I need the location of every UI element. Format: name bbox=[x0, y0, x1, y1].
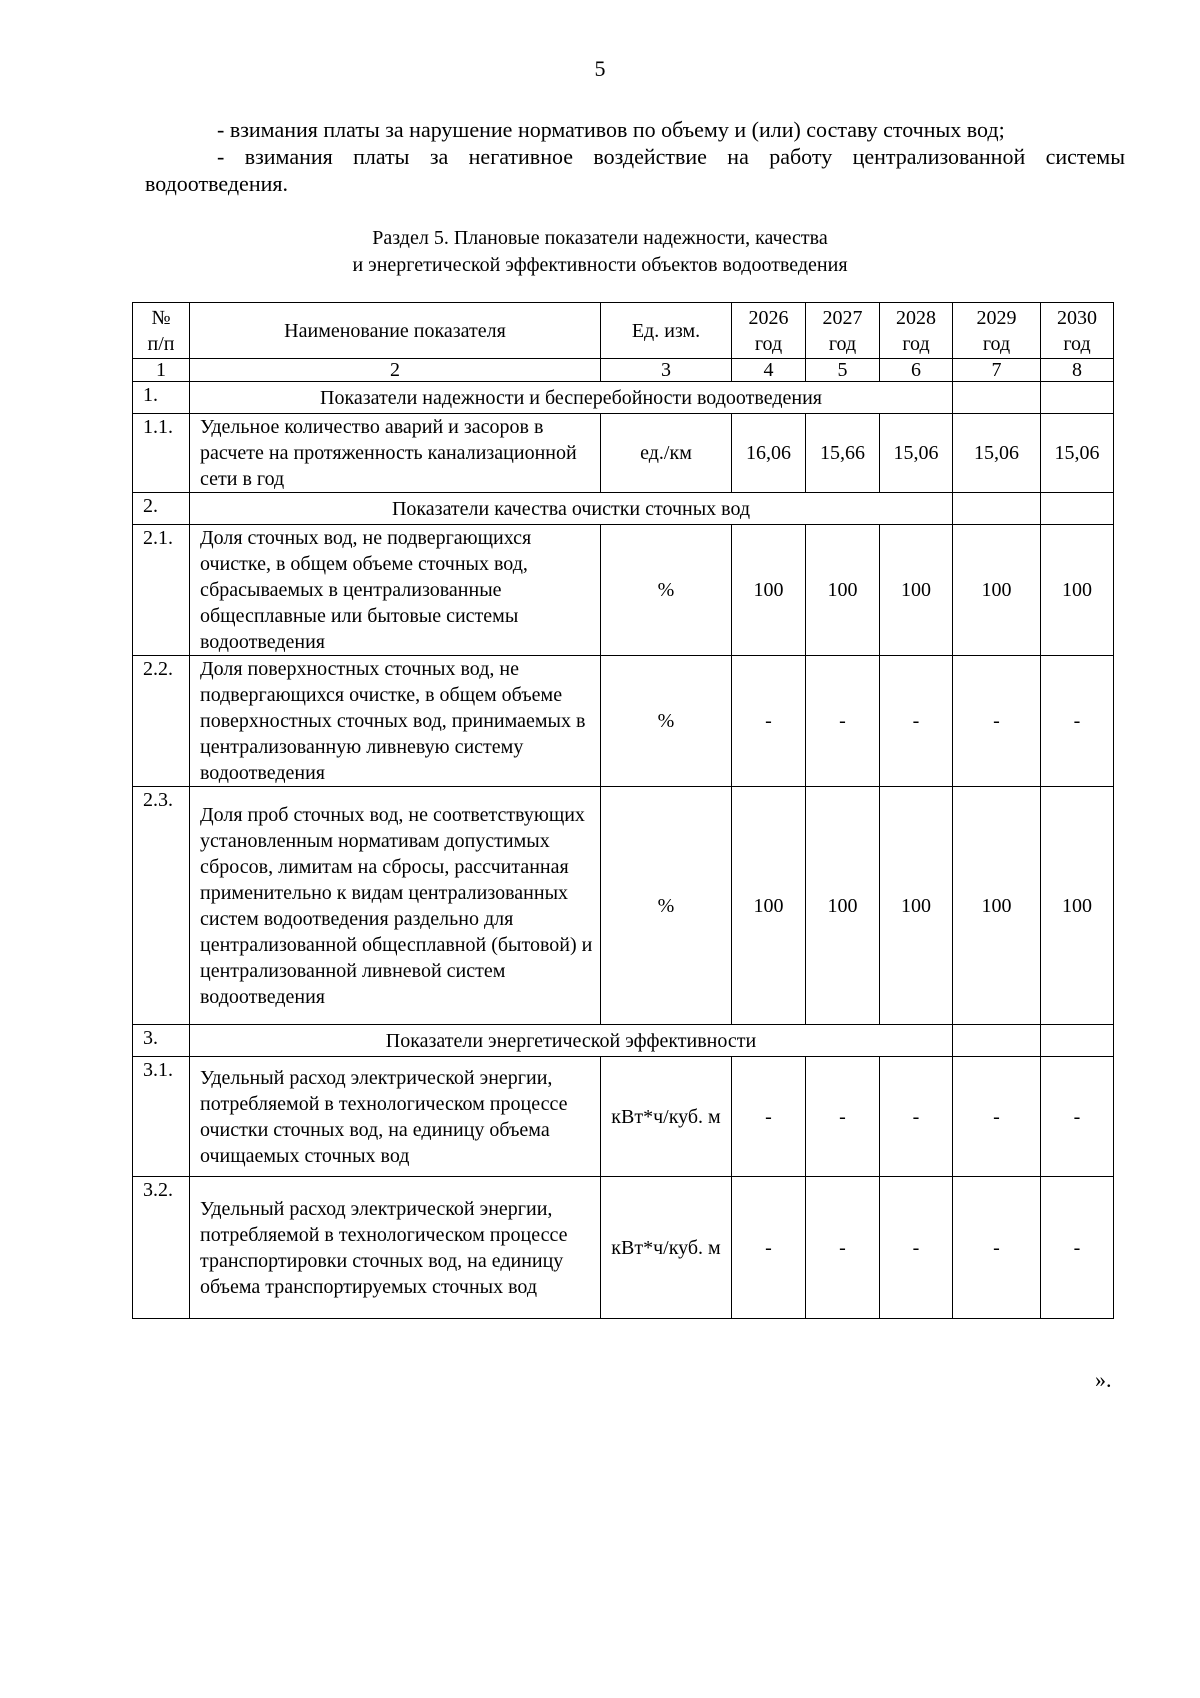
indicator-value: - bbox=[953, 1057, 1041, 1177]
section-title bbox=[0, 225, 1200, 279]
indicator-value: - bbox=[732, 1177, 806, 1319]
indicator-name: Доля поверхностных сточных вод, не подвергающихся очистке, в общем объеме поверхностных сточных вод, принимаемых в централизованную ливневую систему водоотведения bbox=[190, 656, 601, 787]
section-num: 3. bbox=[133, 1025, 190, 1057]
header-year-suffix: год bbox=[828, 332, 857, 355]
column-number: 3 bbox=[601, 359, 732, 382]
indicator-num: 1.1. bbox=[133, 414, 190, 493]
header-unit: Ед. изм. bbox=[601, 303, 732, 359]
section-title-cell: Показатели надежности и бесперебойности водоотведения bbox=[190, 382, 953, 414]
indicator-value: - bbox=[732, 656, 806, 787]
header-num bbox=[133, 303, 190, 359]
indicator-row bbox=[133, 1177, 1114, 1319]
indicator-name: Доля сточных вод, не подвергающихся очистке, в общем объеме сточных вод, сбрасываемых в централизованные общесплавные или бытовые системы водоотведения bbox=[190, 525, 601, 656]
indicator-name: Удельный расход электрической энергии, потребляемой в технологическом процессе транспортировки сточных вод, на единицу объема транспортируемых сточных вод bbox=[190, 1177, 601, 1319]
indicator-value: 100 bbox=[732, 787, 806, 1025]
column-number: 8 bbox=[1041, 359, 1114, 382]
indicator-row bbox=[133, 656, 1114, 787]
intro-text bbox=[145, 116, 1125, 197]
section-row bbox=[133, 493, 1114, 525]
section-row bbox=[133, 1025, 1114, 1057]
page-number: 5 bbox=[594, 56, 606, 81]
indicator-value: - bbox=[806, 656, 880, 787]
section-empty-cell bbox=[1041, 382, 1114, 414]
indicator-value: - bbox=[732, 1057, 806, 1177]
header-year-2028 bbox=[880, 303, 953, 359]
column-number: 4 bbox=[732, 359, 806, 382]
section-empty-cell bbox=[953, 382, 1041, 414]
section-title-cell: Показатели качества очистки сточных вод bbox=[190, 493, 953, 525]
column-number: 1 bbox=[133, 359, 190, 382]
indicator-value: 100 bbox=[880, 525, 953, 656]
indicator-value: 100 bbox=[1041, 787, 1114, 1025]
section-row bbox=[133, 382, 1114, 414]
indicators-table bbox=[132, 302, 1114, 1319]
indicator-value: 100 bbox=[953, 787, 1041, 1025]
header-year-2027 bbox=[806, 303, 880, 359]
header-num-line-1: № bbox=[151, 306, 171, 329]
column-number: 7 bbox=[953, 359, 1041, 382]
header-year-suffix: год bbox=[902, 332, 930, 355]
section-title-line-2: и энергетической эффективности объектов водоотведения bbox=[352, 254, 848, 276]
indicator-value: 15,06 bbox=[880, 414, 953, 493]
section-title-line-1: Раздел 5. Плановые показатели надежности, качества bbox=[372, 227, 828, 249]
indicator-name: Удельное количество аварий и засоров в расчете на протяженность канализационной сети в год bbox=[190, 414, 601, 493]
indicator-value: 100 bbox=[953, 525, 1041, 656]
header-year-value: 2026 bbox=[748, 306, 789, 329]
column-number: 2 bbox=[190, 359, 601, 382]
indicator-value: 15,06 bbox=[1041, 414, 1114, 493]
indicator-value: - bbox=[1041, 1057, 1114, 1177]
indicator-unit: % bbox=[601, 525, 732, 656]
indicator-value: - bbox=[1041, 1177, 1114, 1319]
indicator-num: 2.2. bbox=[133, 656, 190, 787]
indicator-num: 2.1. bbox=[133, 525, 190, 656]
section-title-cell: Показатели энергетической эффективности bbox=[190, 1025, 953, 1057]
column-number: 6 bbox=[880, 359, 953, 382]
indicator-value: 100 bbox=[806, 787, 880, 1025]
header-year-suffix: год bbox=[754, 332, 783, 355]
header-year-2026 bbox=[732, 303, 806, 359]
indicator-num: 3.1. bbox=[133, 1057, 190, 1177]
header-name: Наименование показателя bbox=[190, 303, 601, 359]
header-year-2030 bbox=[1041, 303, 1114, 359]
indicator-value: - bbox=[1041, 656, 1114, 787]
header-year-suffix: год bbox=[1063, 332, 1091, 355]
section-empty-cell bbox=[1041, 1025, 1114, 1057]
section-empty-cell bbox=[953, 1025, 1041, 1057]
intro-line-2-continued: водоотведения. bbox=[145, 171, 288, 196]
indicator-value: 100 bbox=[1041, 525, 1114, 656]
header-year-2029 bbox=[953, 303, 1041, 359]
column-number: 5 bbox=[806, 359, 880, 382]
closing-quote: ». bbox=[1095, 1367, 1112, 1392]
indicator-value: 15,06 bbox=[953, 414, 1041, 493]
indicator-num: 2.3. bbox=[133, 787, 190, 1025]
intro-line-2: - взимания платы за негативное воздействие на работу централизованной системы bbox=[217, 144, 1125, 169]
indicator-unit: % bbox=[601, 787, 732, 1025]
indicator-value: 100 bbox=[806, 525, 880, 656]
indicator-unit: % bbox=[601, 656, 732, 787]
section-num: 2. bbox=[133, 493, 190, 525]
header-year-value: 2027 bbox=[822, 306, 863, 329]
header-year-value: 2030 bbox=[1057, 306, 1097, 329]
indicator-name: Доля проб сточных вод, не соответствующих установленным нормативам допустимых сбросов, лимитам на сбросы, рассчитанная применительно к видам централизованных систем водоотведения раздельно для централизованной общесплавной (бытовой) и централизованной ливневой систем водоотведения bbox=[190, 787, 601, 1025]
indicator-row bbox=[133, 414, 1114, 493]
intro-line-1: - взимания платы за нарушение нормативов по объему и (или) составу сточных вод; bbox=[217, 117, 1005, 142]
indicator-value: - bbox=[880, 1057, 953, 1177]
indicator-row bbox=[133, 1057, 1114, 1177]
header-year-value: 2028 bbox=[896, 306, 936, 329]
section-empty-cell bbox=[1041, 493, 1114, 525]
indicator-unit: кВт*ч/куб. м bbox=[601, 1177, 732, 1319]
indicator-unit: кВт*ч/куб. м bbox=[601, 1057, 732, 1177]
indicator-name: Удельный расход электрической энергии, потребляемой в технологическом процессе очистки сточных вод, на единицу объема очищаемых сточных вод bbox=[190, 1057, 601, 1177]
indicator-value: 100 bbox=[732, 525, 806, 656]
indicator-num: 3.2. bbox=[133, 1177, 190, 1319]
indicator-value: 16,06 bbox=[732, 414, 806, 493]
indicator-unit: ед./км bbox=[601, 414, 732, 493]
section-num: 1. bbox=[133, 382, 190, 414]
indicator-value: - bbox=[953, 1177, 1041, 1319]
indicator-value: - bbox=[806, 1057, 880, 1177]
column-numbers-row bbox=[133, 359, 1114, 382]
indicator-row bbox=[133, 787, 1114, 1025]
header-num-line-2: п/п bbox=[147, 332, 175, 355]
indicator-value: - bbox=[953, 656, 1041, 787]
header-row bbox=[133, 303, 1114, 359]
indicator-value: - bbox=[880, 1177, 953, 1319]
indicator-value: - bbox=[806, 1177, 880, 1319]
indicator-value: 15,66 bbox=[806, 414, 880, 493]
indicator-row bbox=[133, 525, 1114, 656]
indicator-value: 100 bbox=[880, 787, 953, 1025]
header-year-suffix: год bbox=[982, 332, 1011, 355]
indicator-value: - bbox=[880, 656, 953, 787]
header-year-value: 2029 bbox=[976, 306, 1017, 329]
section-empty-cell bbox=[953, 493, 1041, 525]
